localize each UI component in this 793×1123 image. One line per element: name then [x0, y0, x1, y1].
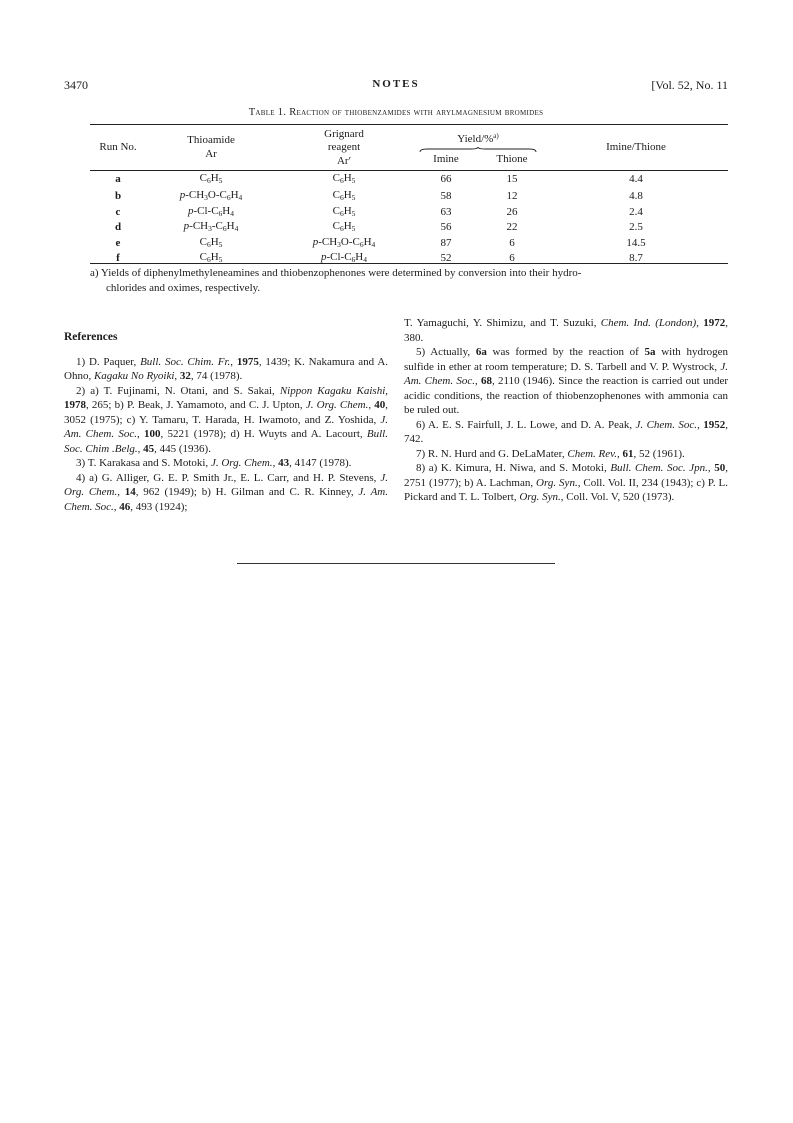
reference-1: 1) D. Paquer, Bull. Soc. Chim. Fr., 1975, 1439; K. Nakamura and A. Ohno, Kagaku No Ryoiki, 32, 74 (1978). [64, 355, 389, 382]
cell-ratio: 2.4 [629, 205, 643, 218]
volume-info: [Vol. 52, No. 11 [651, 78, 728, 92]
yield-subheaders [412, 153, 544, 167]
cell-ratio: 14.5 [626, 236, 646, 249]
cell-imine-yield: 66 [440, 172, 452, 185]
cell-ratio: 4.8 [629, 190, 643, 202]
header-thioamide [146, 126, 276, 170]
header-grignard-ar-prime: Ar′ [336, 154, 351, 167]
table-body [90, 170, 728, 267]
reference-4-continued: T. Yamaguchi, Y. Shimizu, and T. Suzuki, Chem. Ind. (London), 1972, 380. [404, 317, 729, 344]
results-table [90, 126, 728, 267]
cell-thione-yield: 6 [509, 252, 515, 265]
header-imine: Imine [433, 152, 459, 165]
table-row [90, 170, 728, 189]
cell-ratio: 8.7 [629, 252, 643, 265]
cell-imine-yield: 63 [440, 205, 452, 218]
table-row [90, 189, 728, 205]
cell-grignard-ar: $p-Cl-C_6H_4$ [320, 251, 367, 265]
header-grignard-label: Grignard [324, 127, 364, 140]
table-row [90, 220, 728, 236]
table-row [90, 205, 728, 221]
yield-footnote-mark: a) [493, 131, 499, 140]
header-ratio: Imine/Thione [606, 141, 666, 154]
header-yield [412, 126, 544, 170]
header-thioamide-ar: Ar [205, 148, 217, 160]
end-rule [237, 563, 555, 564]
cell-run: e [115, 236, 121, 249]
reference-3: 3) T. Karakasa and S. Motoki, J. Org. Chem., 43, 4147 (1978). [76, 457, 352, 469]
cell-run: a [115, 172, 121, 185]
cell-imine-yield: 56 [440, 221, 452, 234]
header-grignard-reagent: reagent [327, 141, 361, 154]
cell-run: d [114, 221, 122, 234]
cell-grignard-ar: $p-CH_3O-C_6H_4$ [312, 235, 376, 249]
cell-thione-yield: 15 [506, 172, 518, 185]
cell-imine-yield: 52 [440, 252, 452, 265]
reference-2: 2) a) T. Fujinami, N. Otani, and S. Sakai, Nippon Kagaku Kaishi, 1978, 265; b) P. Beak, J. Yamamoto, and C. J. Upton, J. Org. Chem., 40, 3052 (1975); c) Y. Tamaru, T. Harada, H. Iwamoto, and Z. Yoshida, J. Am. Chem. Soc., 100, 5221 (1978); d) H. Wuyts and A. Lacourt, Bull. Soc. Chim .Belg., 45, 445 (1936). [64, 384, 389, 455]
running-header [64, 78, 728, 94]
cell-thione-yield: 6 [509, 236, 515, 249]
table-row [90, 236, 728, 252]
cell-thione-yield: 22 [506, 221, 518, 234]
table-top-rule [90, 124, 728, 125]
cell-thioamide-ar: $C_6H_5$ [199, 251, 223, 265]
cell-thioamide-ar: $p-CH_3-C_6H_4$ [183, 220, 239, 234]
table-header-row [90, 126, 728, 170]
references-left-column [64, 330, 388, 514]
cell-run: f [116, 252, 120, 265]
cell-ratio: 4.4 [629, 172, 643, 185]
cell-thioamide-ar: $C_6H_5$ [199, 235, 223, 249]
cell-grignard-ar: $C_6H_5$ [332, 204, 356, 218]
reference-7: 7) R. N. Hurd and G. DeLaMater, Chem. Rev., 61, 52 (1961). [416, 447, 685, 460]
cell-run: b [114, 190, 122, 202]
cell-thioamide-ar: $p-Cl-C_6H_4$ [187, 204, 234, 218]
header-yield-label: Yield/%$^{a)}$ [457, 131, 499, 145]
table-footnote [90, 266, 728, 295]
reference-4: 4) a) G. Alliger, G. E. P. Smith Jr., E. L. Carr, and H. P. Stevens, J. Org. Chem., 14, 962 (1949); b) H. Gilman and C. R. Kinney, J. Am. Chem. Soc., 46, 493 (1924); [64, 471, 388, 513]
header-run-no: Run No. [99, 141, 137, 154]
references-right-column [404, 316, 728, 505]
cell-imine-yield: 87 [440, 236, 452, 249]
header-thioamide-label: Thioamide [187, 134, 235, 147]
footnote-marker: a) [90, 267, 99, 279]
reference-8: 8) a) K. Kimura, H. Niwa, and S. Motoki, Bull. Chem. Soc. Jpn., 50, 2751 (1977); b) A. Lachman, Org. Syn., Coll. Vol. II, 234 (1943); c) P. L. Pickard and T. L. Tolbert, Org. Syn., Coll. Vol. V, 520 (1973). [404, 462, 728, 503]
cell-thioamide-ar: $p-CH_3O-C_6H_4$ [179, 189, 243, 202]
section-title: NOTES [372, 78, 420, 90]
header-thione: Thione [496, 152, 528, 165]
cell-grignard-ar: $C_6H_5$ [332, 220, 356, 234]
reference-5: 5) Actually, 6a was formed by the reaction of 5a with hydrogen sulfide in ether at room temperature; D. S. Tarbell and V. P. Wystrock, J. Am. Chem. Soc., 68, 2110 (1946). Since the reaction is carried out under acidic conditions, the reaction of thiobenzophenones with ammonia can be ruled out. [404, 346, 729, 416]
cell-grignard-ar: $C_6H_5$ [332, 171, 356, 185]
footnote-text-line1: Yields of diphenylmethyleneamines and thiobenzophenones were determined by conversion into their hydro- [100, 267, 582, 279]
page-number: 3470 [64, 78, 88, 92]
cell-ratio: 2.5 [629, 221, 643, 234]
cell-run: c [115, 205, 121, 218]
header-grignard [276, 126, 412, 170]
cell-thioamide-ar: $C_6H_5$ [199, 171, 223, 185]
table-caption: Table 1. Reaction of thiobenzamides with arylmagnesium bromides [248, 107, 544, 118]
cell-grignard-ar: $C_6H_5$ [332, 189, 356, 202]
cell-thione-yield: 26 [506, 205, 518, 218]
references-heading: References [64, 331, 118, 343]
cell-imine-yield: 58 [440, 190, 452, 202]
cell-thione-yield: 12 [506, 190, 518, 202]
reference-6: 6) A. E. S. Fairfull, J. L. Lowe, and D. A. Peak, J. Chem. Soc., 1952, 742. [404, 418, 728, 445]
table-row [90, 251, 728, 267]
footnote-text-line2: chlorides and oximes, respectively. [106, 281, 261, 294]
